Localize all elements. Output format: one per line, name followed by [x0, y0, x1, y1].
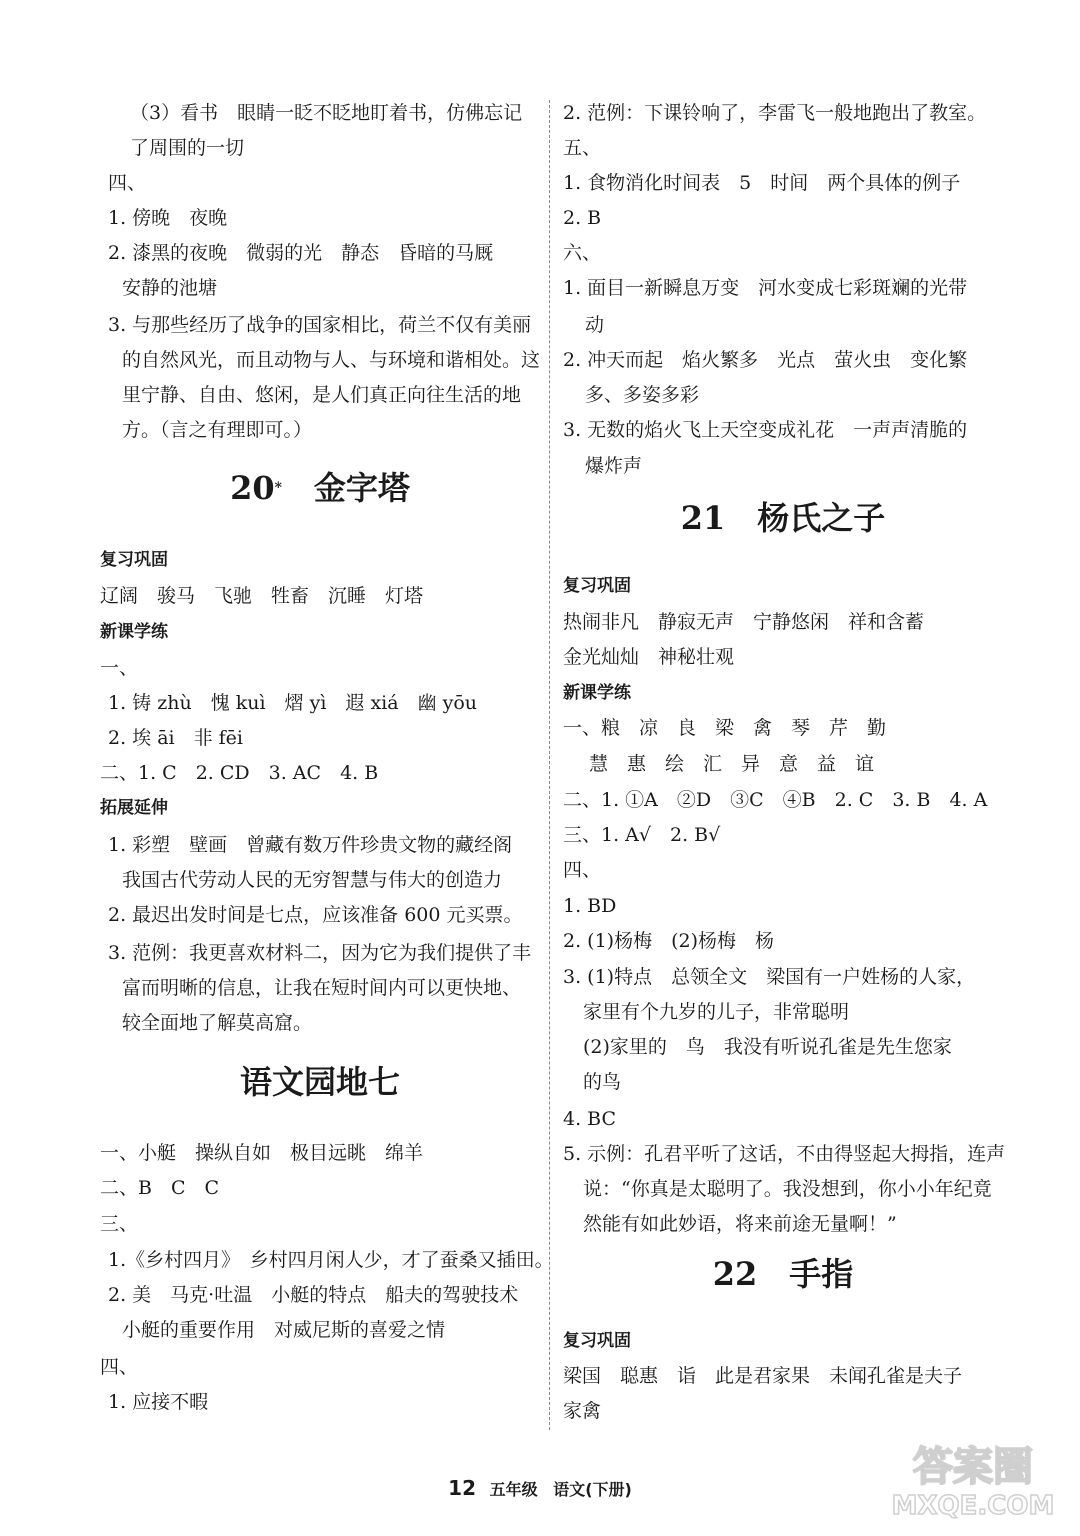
answer-line: 四、 [108, 172, 147, 194]
column-divider [549, 100, 550, 1430]
answer-line: 1. 面目一新瞬息万变 河水变成七彩斑斓的光带 [563, 277, 968, 299]
answer-line: 1. 食物消化时间表 5 时间 两个具体的例子 [563, 172, 961, 194]
answer-line: 慧 惠 绘 汇 异 意 益 谊 [589, 753, 875, 775]
section-heading: 新课学练 [100, 622, 168, 642]
answer-line: 3. 无数的焰火飞上天空变成礼花 一声声清脆的 [563, 419, 968, 441]
answer-line: 一、小艇 操纵自如 极目远眺 绵羊 [100, 1142, 424, 1164]
answer-line: 2. 漆黑的夜晚 微弱的光 静态 昏暗的马厩 [108, 242, 494, 264]
answer-line: 2. 最迟出发时间是七点，应该准备 600 元买票。 [108, 904, 523, 926]
answer-line: 一、粮 凉 良 梁 禽 琴 芹 勤 [563, 717, 887, 739]
answer-line: 四、 [563, 859, 602, 881]
lesson-title [100, 1062, 540, 1102]
answer-line: 然能有如此妙语，将来前途无量啊！” [583, 1213, 897, 1235]
answer-line: 1. 铸 zhù 愧 kuì 熠 yì 遐 xiá 幽 yōu [108, 692, 478, 714]
answer-line: 3. (1)特点 总领全文 梁国有一户姓杨的人家， [563, 966, 976, 988]
answer-line: 1. 彩塑 壁画 曾藏有数万件珍贵文物的藏经阁 [108, 834, 513, 856]
answer-line: （3）看书 眼睛一眨不眨地盯着书，仿佛忘记 [130, 102, 523, 124]
answer-line: 家里有个九岁的儿子，非常聪明 [583, 1001, 850, 1023]
answer-line: 3. 与那些经历了战争的国家相比，荷兰不仅有美丽 [108, 314, 532, 336]
section-heading: 复习巩固 [563, 576, 631, 596]
answer-line: 方。（言之有理即可。） [122, 419, 313, 441]
lesson-title [100, 468, 540, 508]
watermark-logo [884, 1436, 1062, 1520]
answer-line: 1. 傍晚 夜晚 [108, 207, 228, 229]
footer-volume: (下册) [585, 1480, 632, 1499]
answer-line: 2. 美 马克·吐温 小艇的特点 船夫的驾驶技术 [108, 1284, 519, 1306]
answer-line: 多、多姿多彩 [585, 384, 700, 406]
answer-line: 的自然风光，而且动物与人、与环境和谐相处。这 [122, 349, 541, 371]
section-heading: 新课学练 [563, 683, 631, 703]
answer-line: 说：“你真是太聪明了。我没想到，你小小年纪竟 [583, 1178, 992, 1200]
svg-text:MXQE.COM: MXQE.COM [891, 1491, 1055, 1520]
page-number: 12 [448, 1476, 476, 1500]
lesson-mark: * [274, 480, 282, 496]
answer-line: 5. 示例：孔君平听了这话，不由得竖起大拇指，连声 [563, 1143, 1006, 1165]
answer-line: 1.《乡村四月》 乡村四月闲人少，才了蚕桑又插田。 [108, 1249, 554, 1271]
answer-line: 安静的池塘 [122, 277, 218, 299]
answer-line: 爆炸声 [585, 455, 643, 477]
answer-line: 热闹非凡 静寂无声 宁静悠闲 祥和含蓄 [563, 611, 925, 633]
answer-line: 二、1. C 2. CD 3. AC 4. B [100, 762, 379, 784]
answer-line: 2. 范例：下课铃响了，李雷飞一般地跑出了教室。 [563, 102, 987, 124]
answer-line: 2. B [563, 207, 602, 229]
answer-line: 的鸟 [583, 1071, 622, 1093]
answer-line: 较全面地了解莫高窟。 [122, 1012, 313, 1034]
answer-line: 1. BD [563, 895, 617, 917]
answer-line: 2. 埃 āi 非 fēi [108, 727, 244, 749]
answer-line: 二、1. ①A ②D ③C ④B 2. C 3. B 4. A [563, 789, 988, 811]
lesson-number: 20 [230, 469, 275, 507]
answer-line: 金光灿灿 神秘壮观 [563, 646, 735, 668]
answer-line: 三、1. A√ 2. B√ [563, 824, 721, 846]
lesson-name: 杨氏之子 [757, 499, 886, 537]
answer-line: 3. 范例：我更喜欢材料二，因为它为我们提供了丰 [108, 942, 532, 964]
answer-line: 动 [585, 314, 605, 336]
answer-line: 二、B C C [100, 1177, 220, 1199]
svg-text:答案圈: 答案圈 [913, 1444, 1033, 1490]
answer-line: 梁国 聪惠 诣 此是君家果 未闻孔雀是夫子 [563, 1365, 963, 1387]
section-heading: 复习巩固 [100, 550, 168, 570]
lesson-name: 语文园地七 [239, 1063, 400, 1101]
answer-line: 四、 [100, 1356, 139, 1378]
lesson-title [563, 498, 1003, 538]
footer-grade: 五年级 [489, 1480, 538, 1499]
answer-line: 1. 应接不暇 [108, 1391, 209, 1413]
answer-line: 一、 [100, 657, 139, 679]
answer-line: 小艇的重要作用 对威尼斯的喜爱之情 [122, 1319, 446, 1341]
lesson-number: 21 [680, 499, 726, 537]
lesson-name: 手指 [789, 1255, 854, 1293]
footer-subject: 语文 [553, 1480, 586, 1499]
lesson-number: 22 [712, 1255, 758, 1293]
lesson-title [563, 1254, 1003, 1294]
answer-line: 家禽 [563, 1400, 602, 1422]
answer-line: 2. (1)杨梅 (2)杨梅 杨 [563, 930, 774, 952]
answer-line: 了周围的一切 [130, 137, 245, 159]
lesson-name: 金字塔 [313, 469, 410, 507]
answer-line: 六、 [563, 242, 602, 264]
section-heading: 复习巩固 [563, 1331, 631, 1351]
answer-line: 五、 [563, 137, 602, 159]
answer-line: (2)家里的 鸟 我没有听说孔雀是先生您家 [583, 1036, 952, 1058]
answer-line: 4. BC [563, 1108, 617, 1130]
answer-line: 我国古代劳动人民的无穷智慧与伟大的创造力 [122, 869, 503, 891]
answer-line: 三、 [100, 1213, 139, 1235]
answer-line: 辽阔 骏马 飞驰 牲畜 沉睡 灯塔 [100, 585, 424, 607]
answer-line: 富而明晰的信息，让我在短时间内可以更快地、 [122, 977, 522, 999]
answer-line: 2. 冲天而起 焰火繁多 光点 萤火虫 变化繁 [563, 349, 968, 371]
answer-line: 里宁静、自由、悠闲，是人们真正向往生活的地 [122, 384, 522, 406]
section-heading: 拓展延伸 [100, 798, 168, 818]
